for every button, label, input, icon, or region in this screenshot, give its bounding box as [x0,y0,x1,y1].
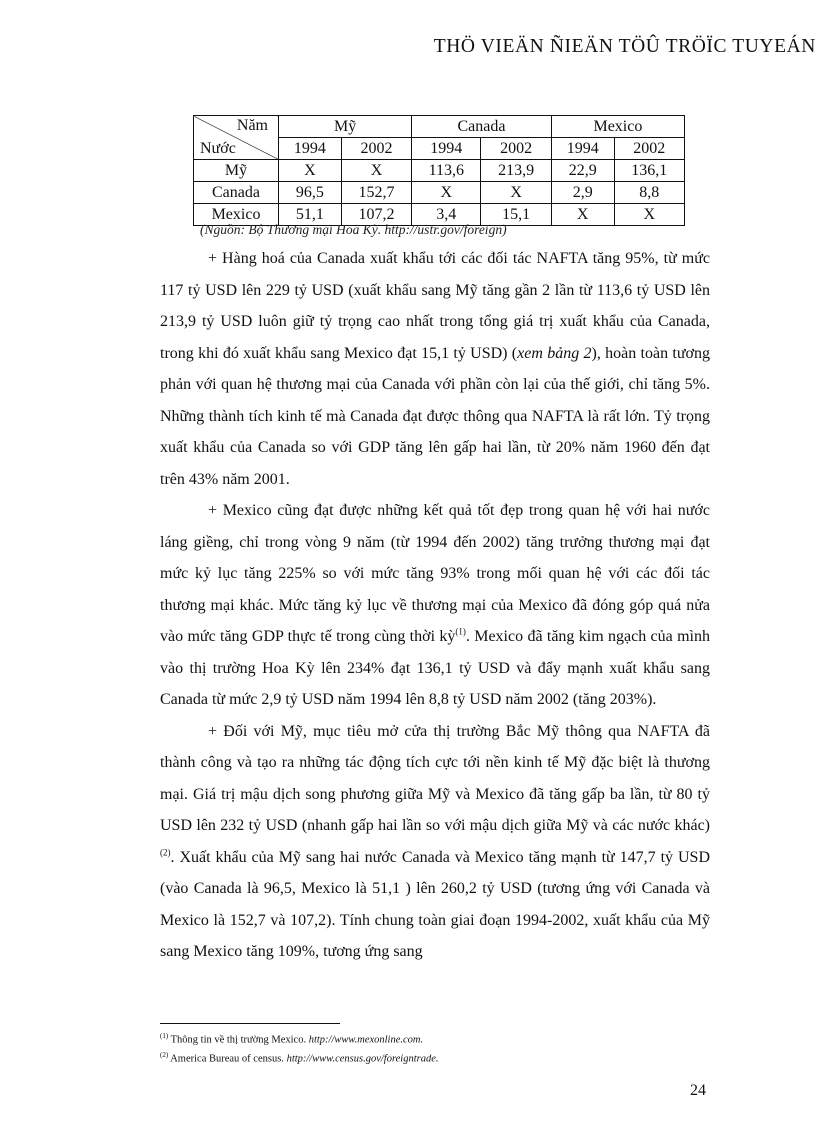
paragraph-text: + Mexico cũng đạt được những kết quả tốt đẹp trong quan hệ với hai nước láng giềng, chỉ trong vòng 9 năm (từ 1994 đến 2002) tăng trưởng thương mại đạt mức kỷ lục tăng 225% so với mức tăng 93% trong mối quan hệ với các đối tác thương mại khác. Mức tăng kỷ lục về thương mại của Mexico đã đóng góp quá nửa vào mức tăng GDP thực tế trong cùng thời kỳ [160,502,710,645]
paragraph-text: . Xuất khẩu của Mỹ sang hai nước Canada và Mexico tăng mạnh từ 147,7 tỷ USD (vào Canada là 96,5, Mexico là 51,1 ) lên 260,2 tỷ USD (tương ứng với Canada và Mexico là 152,7 và 107,2). Tính chung toàn giai đoạn 1994-2002, xuất khẩu của Mỹ sang Mexico tăng 109%, tương ứng sang [160,848,710,960]
footnote-ref: (1) [455,626,466,637]
body-text [160,243,710,968]
table-cell: 113,6 [412,160,481,182]
footnote-link[interactable]: http://www.mexonline.com. [308,1034,424,1046]
row-label: Mexico [194,204,279,226]
paragraph-text: . Mexico đã tăng kim ngạch của mình vào thị trường Hoa Kỳ lên 234% đạt 136,1 tỷ USD và đẩy mạnh xuất khẩu sang Canada từ mức 2,9 tỷ USD năm 1994 lên 8,8 tỷ USD năm 2002 (tăng 203%). [160,628,710,708]
table-reference: xem bảng 2 [517,344,592,362]
year-header: 2002 [481,138,551,160]
row-label: Canada [194,182,279,204]
table-cell: X [481,182,551,204]
table-cell: X [341,160,411,182]
year-header: 2002 [341,138,411,160]
table-source-note: (Nguồn: Bộ Thương mại Hoa Kỳ. http://ustr.gov/foreign) [200,222,507,237]
table-cell: 136,1 [614,160,684,182]
footnote [160,1048,439,1067]
table-cell: 22,9 [551,160,614,182]
footnote-text: America Bureau of census. [168,1053,287,1064]
table-row [194,182,685,204]
footnotes [160,1029,439,1066]
year-header: 1994 [412,138,481,160]
paragraph-text: + Hàng hoá của Canada xuất khẩu tới các đối tác NAFTA tăng 95%, từ mức 117 tỷ USD lên 229 tỷ USD (xuất khẩu sang Mỹ tăng gần 2 lần từ 113,6 tỷ USD lên 213,9 tỷ USD luôn giữ tỷ trọng cao nhất trong tổng giá trị xuất khẩu của Canada, trong khi đó xuất khẩu sang Mexico đạt 15,1 tỷ USD) ( [160,250,710,362]
paragraph-mexico [160,495,710,716]
table-cell: X [551,204,614,226]
table-cell: 152,7 [341,182,411,204]
paragraph-text: + Đối với Mỹ, mục tiêu mở cửa thị trường Bắc Mỹ thông qua NAFTA đã thành công và tạo ra những tác động tích cực tới nền kinh tế Mỹ đặc biệt là thương mại. Giá trị mậu dịch song phương giữa Mỹ và Mexico đã tăng gấp ba lần, từ 80 tỷ USD lên 232 tỷ USD (nhanh gấp hai lần so với mậu dịch giữa Mỹ và các nước khác) [160,722,710,834]
year-header: 1994 [551,138,614,160]
group-header: Mexico [551,116,684,138]
year-header: 1994 [279,138,342,160]
group-header: Mỹ [279,116,412,138]
table-header-row [194,116,685,138]
footnote-ref: (2) [160,847,171,858]
paragraph-usa [160,716,710,968]
footnote-marker: (1) [160,1032,169,1040]
paragraph-text: ), hoàn toàn tương phản với quan hệ thương mại của Canada với phần còn lại của thế giới, chỉ tăng 5%. Những thành tích kinh tế mà Canada đạt được thông qua NAFTA là rất lớn. Tỷ trọng xuất khẩu của Canada so với GDP tăng lên gấp hai lần, từ 20% năm 1960 đến đạt trên 43% năm 2001. [160,344,710,488]
table-cell: 51,1 [279,204,342,226]
corner-year-label: Năm [236,117,268,134]
footnote-link[interactable]: http://www.census.gov/foreigntrade. [286,1053,439,1064]
table-cell: 15,1 [481,204,551,226]
trade-table [193,115,685,226]
table-cell: X [412,182,481,204]
corner-country-label: Nước [200,140,236,157]
paragraph-canada [160,243,710,495]
table-cell: 213,9 [481,160,551,182]
table-cell: 8,8 [614,182,684,204]
table-cell: 107,2 [341,204,411,226]
table-corner-cell [194,116,279,160]
footnote-text: Thông tin về thị trường Mexico. [168,1034,309,1046]
table-cell: X [614,204,684,226]
table-cell: X [279,160,342,182]
table-cell: 2,9 [551,182,614,204]
table-cell: 3,4 [412,204,481,226]
footnote-divider [160,1023,340,1024]
footnote-marker: (2) [160,1050,169,1059]
row-label: Mỹ [194,160,279,182]
table-row [194,160,685,182]
year-header: 2002 [614,138,684,160]
table-cell: 96,5 [279,182,342,204]
footnote [160,1029,439,1048]
page-header: THÖ VIEÄN ÑIEÄN TÖÛ TRÖÏC TUYEÁN [433,36,816,57]
group-header: Canada [412,116,552,138]
page-number: 24 [690,1082,706,1099]
